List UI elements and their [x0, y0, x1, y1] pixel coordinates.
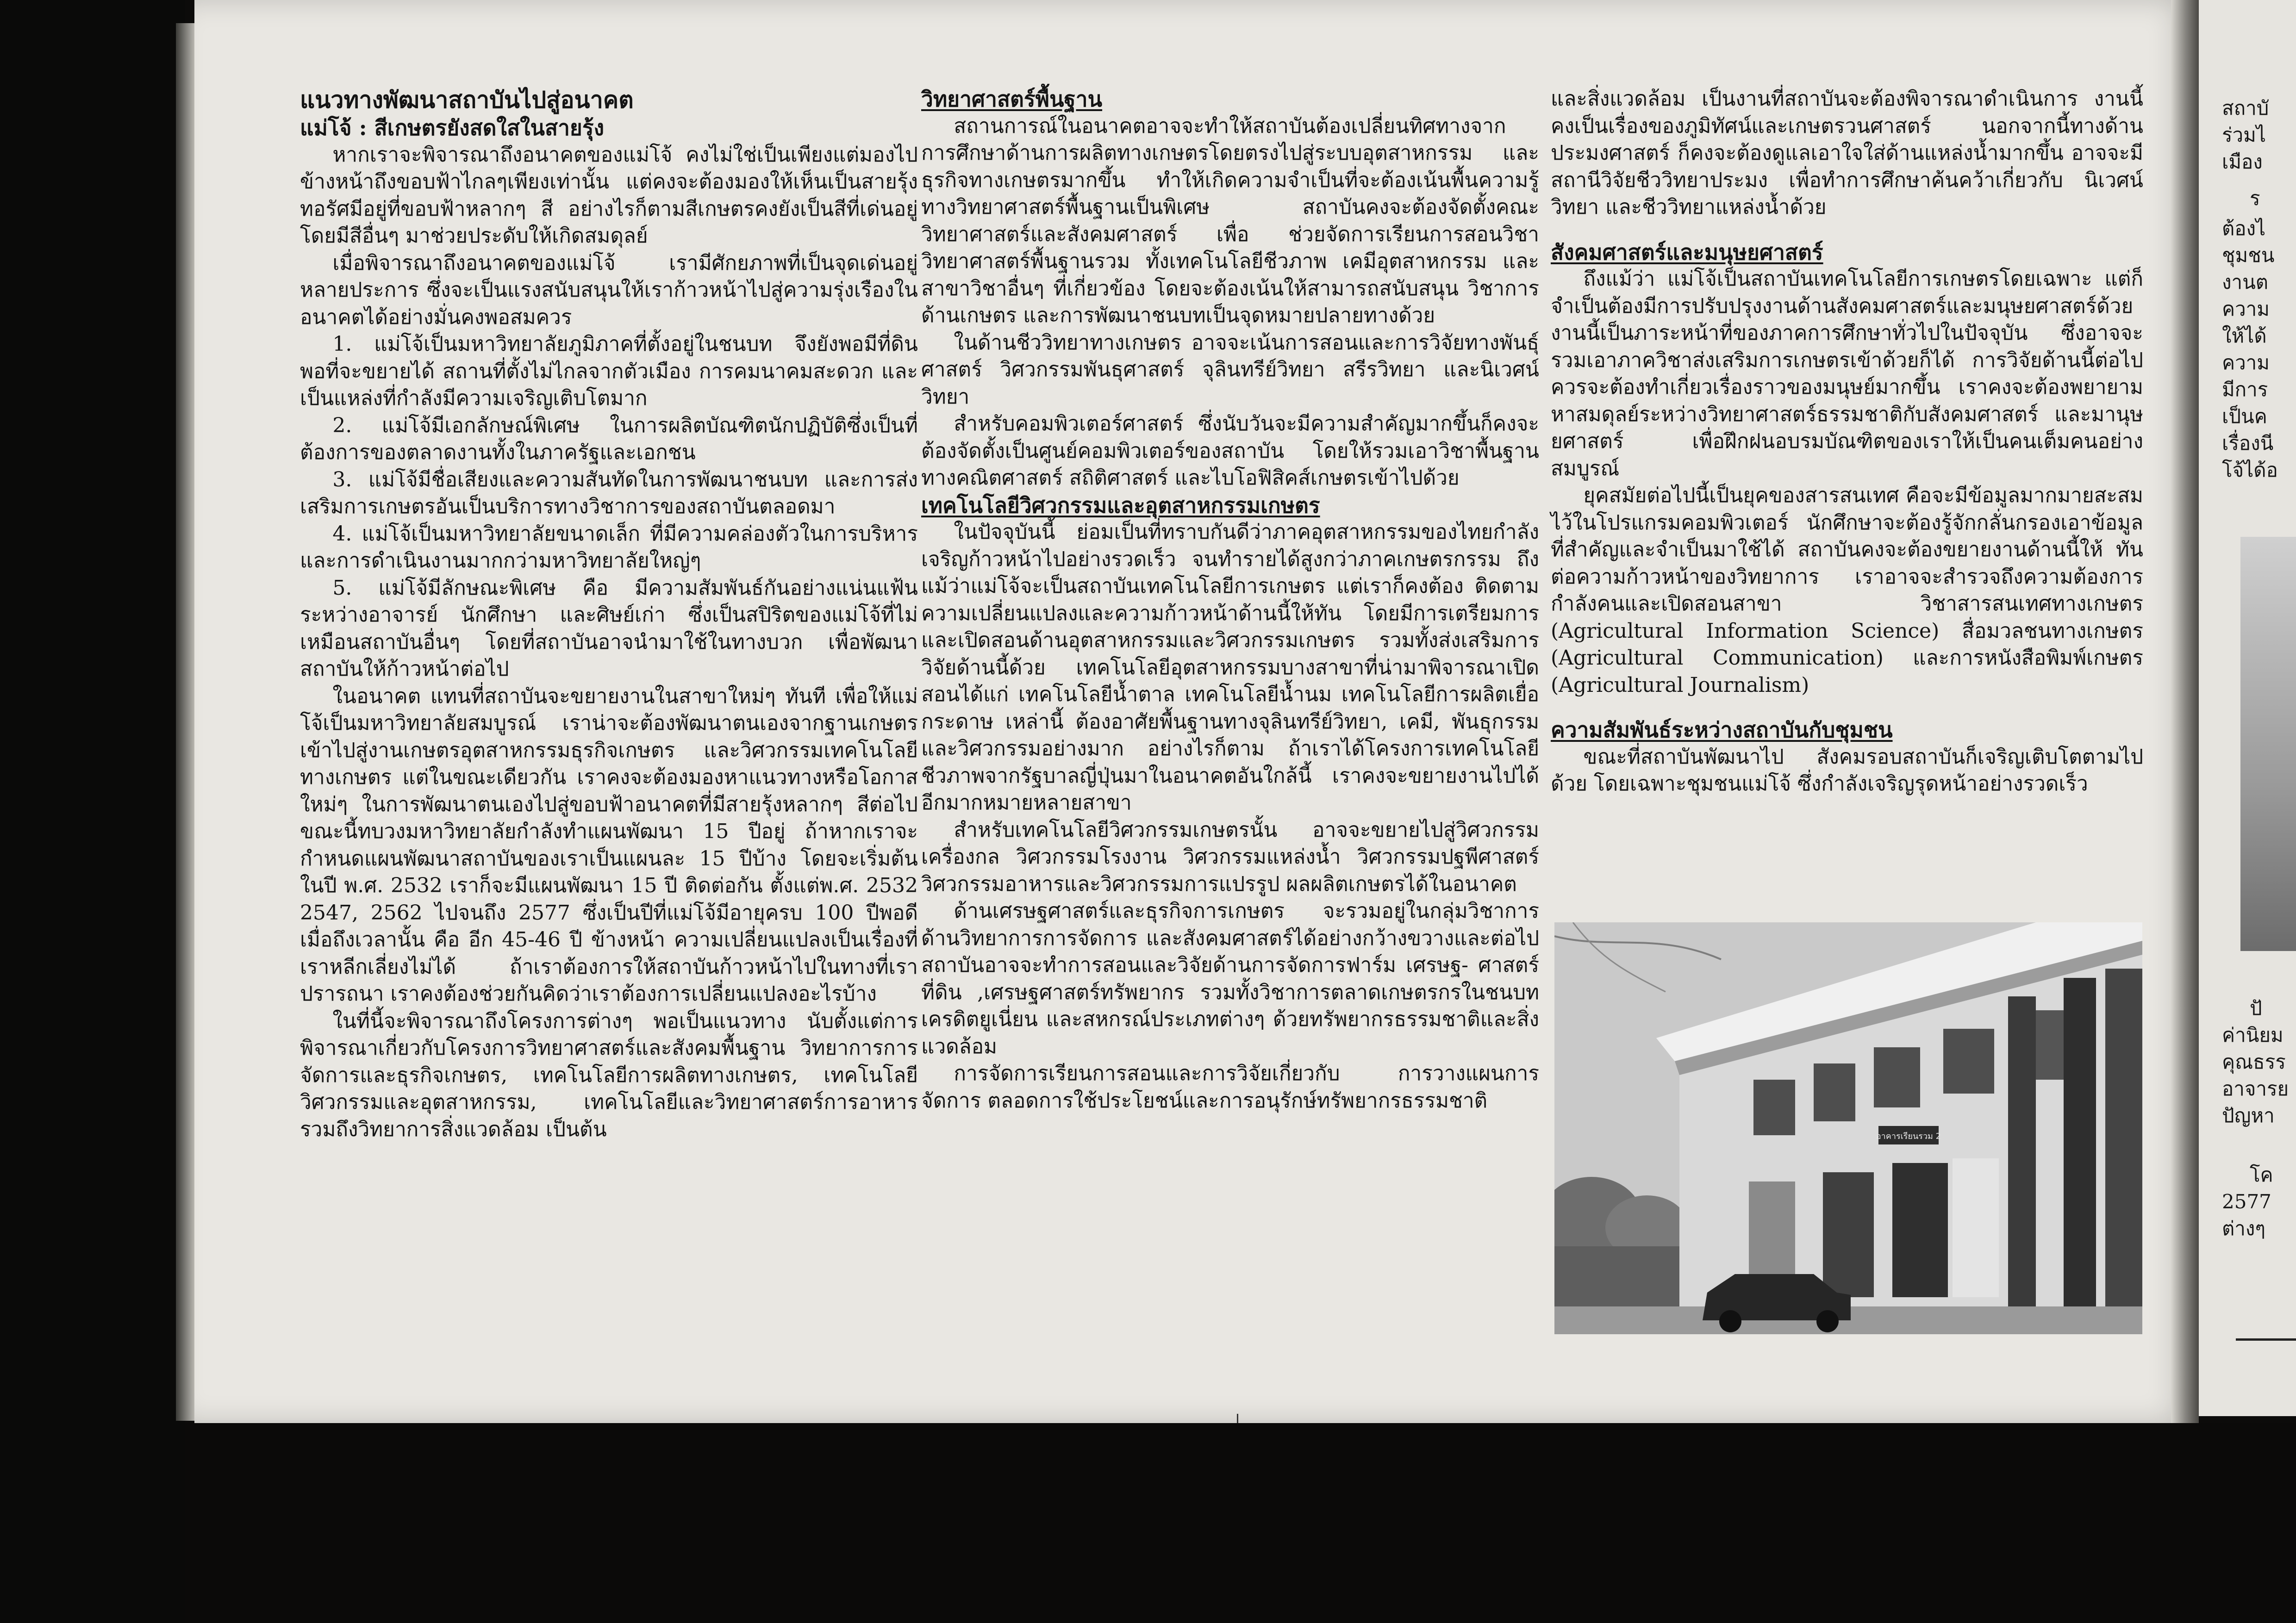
section-heading: ความสัมพันธ์ระหว่างสถาบันกับชุมชน — [1551, 717, 1893, 742]
list-item: 4. แม่โจ้เป็นมหาวิทยาลัยขนาดเล็ก ที่มีความคล่องตัวในการบริหารและการดำเนินงานมากกว่ามหาวิทยาลัยใหญ่ๆ — [300, 522, 918, 572]
scan-background-left — [0, 0, 185, 1623]
list-item: 2. แม่โจ้มีเอกลักษณ์พิเศษ ในการผลิตบัณฑิตนักปฏิบัติซึ่งเป็นที่ต้องการของตลาดงานทั้งในภาครัฐและเอกชน — [300, 413, 918, 464]
building-photo — [1554, 922, 2142, 1334]
fragment-text: ชุมชน — [2222, 244, 2275, 267]
column-1 — [300, 86, 918, 1143]
list-item: 5. แม่โจ้มีลักษณะพิเศษ คือ มีความสัมพันธ์กันอย่างแน่นแฟ้นระหว่างอาจารย์ นักศึกษา และศิษย์เก่า ซึ่งเป็นสปิริตของแม่โจ้ที่ไม่เหมือนสถาบันอื่นๆ โดยที่สถาบันอาจนำมาใช้ในทางบวก เพื่อพัฒนา สถาบันให้ก้าวหน้าต่อไป — [300, 576, 918, 681]
paragraph: เมื่อพิจารณาถึงอนาคตของแม่โจ้ เรามีศักยภาพที่เป็นจุดเด่นอยู่หลายประการ ซึ่งจะเป็นแรงสนับสนุนให้เราก้าวหน้าไปสู่ความรุ่งเรืองในอนาคตได้อย่างมั่นคงพอสมควร — [300, 251, 918, 329]
fragment-text: โจ้ได้อ — [2222, 459, 2278, 481]
fragment-text: ร — [2250, 187, 2260, 210]
fragment-text: ร่วมไ — [2222, 124, 2266, 146]
column-3 — [1551, 86, 2143, 798]
fragment-text: ค่านิยม — [2222, 1024, 2284, 1046]
paragraph: ยุคสมัยต่อไปนี้เป็นยุคของสารสนเทศ คือจะมีข้อมูลมากมายสะสมไว้ในโปรแกรมคอมพิวเตอร์ นักศึกษาจะต้องรู้จักกลั่นกรองเอาข้อมูลที่สำคัญและจำเป็นมาใช้ได้ สถาบันคงจะต้องขยายงานด้านนี้ให้ ทันต่อความก้าวหน้าของวิทยาการ เราอาจจะสำรวจถึงความต้องการกำลังคนและเปิดสอนสาขา วิชาสารสนเทศทางเกษตร (Agricultural Information Science) สื่อมวลชนทางเกษตร (Agricultural Communication) และการหนังสือพิมพ์เกษตร (Agricultural Journalism) — [1551, 484, 2143, 697]
paragraph: ในอนาคต แทนที่สถาบันจะขยายงานในสาขาใหม่ๆ ทันที เพื่อให้แม่โจ้เป็นมหาวิทยาลัยสมบูรณ์ เราน่าจะต้องพัฒนาตนเองจากฐานเกษตรเข้าไปสู่งานเกษตรอุตสาหกรรมธุรกิจเกษตร และวิศวกรรมเทคโนโลยีทางเกษตร แต่ในขณะเดียวกัน เราคงจะต้องมองหาแนวทางหรือโอกาสใหม่ๆ ในการพัฒนาตนเองไปสู่ขอบฟ้าอนาคตที่มีสายรุ้งหลากๆ สีต่อไป ขณะนี้ทบวงมหาวิทยาลัยกำลังทำแผนพัฒนา 15 ปีอยู่ ถ้าหากเราจะกำหนดแผนพัฒนาสถาบันของเราเป็นแผนละ 15 ปีบ้าง โดยจะเริ่มต้นในปี พ.ศ. 2532 เราก็จะมีแผนพัฒนา 15 ปี ติดต่อกัน ตั้งแต่พ.ศ. 2532 2547, 2562 ไปจนถึง 2577 ซึ่งเป็นปีที่แม่โจ้มีอายุครบ 100 ปีพอดี เมื่อถึงเวลานั้น คือ อีก 45-46 ปี ข้างหน้า ความเปลี่ยนแปลงเป็นเรื่องที่เราหลีกเลี่ยงไม่ได้ ถ้าเราต้องการให้สถาบันก้าวหน้าไปในทางที่เราปรารถนา เราคงต้องช่วยกันคิดว่าเราต้องการเปลี่ยนแปลงอะไรบ้าง — [300, 684, 918, 1006]
fragment-text: เมือง — [2222, 150, 2263, 173]
paragraph: สำหรับเทคโนโลยีวิศวกรรมเกษตรนั้น อาจจะขยายไปสู่วิศวกรรมเครื่องกล วิศวกรรมโรงงาน วิศวกรรมแหล่งน้ำ วิศวกรรมปฐพีศาสตร์ วิศวกรรมอาหารและวิศวกรรมการแปรรูป ผลผลิตเกษตรได้ในอนาคต — [921, 818, 1539, 896]
paragraph: ด้านเศรษฐศาสตร์และธุรกิจการเกษตร จะรวมอยู่ในกลุ่มวิชาการด้านวิทยาการการจัดการ และสังคมศาสตร์ได้อย่างกว้างขวางและต่อไปสถาบันอาจจะทำการสอนและวิจัยด้านการจัดการฟาร์ม เศรษฐ- ศาสตร์ที่ดิน ,เศรษฐศาสตร์ทรัพยากร รวมทั้งวิชาการตลาดเกษตรกรในชนบท เครดิตยูเนี่ยน และสหกรณ์ประเภทต่างๆ ด้วยทรัพยากรธรรมชาติและสิ่งแวดล้อม — [921, 899, 1539, 1058]
fragment-text: ปั — [2250, 997, 2262, 1020]
section-heading: วิทยาศาสตร์พื้นฐาน — [921, 87, 1103, 112]
scan-background-bottom — [185, 1423, 2296, 1623]
fragment-text: เรื่องนี — [2222, 432, 2274, 454]
paragraph: ขณะที่สถาบันพัฒนาไป สังคมรอบสถาบันก็เจริญเติบโตตามไปด้วย โดยเฉพาะชุมชนแม่โจ้ ซึ่งกำลังเจริญรุดหน้าอย่างรวดเร็ว — [1551, 745, 2143, 796]
list-item: 1. แม่โจ้เป็นมหาวิทยาลัยภูมิภาคที่ตั้งอยู่ในชนบท จึงยังพอมีที่ดินพอที่จะขยายได้ สถานที่ตั้งไม่ไกลจากตัวเมือง การคมนาคมสะดวก และเป็นแหล่งที่กำลังมีความเจริญเติบโตมาก — [300, 332, 918, 410]
fragment-text: ต้องไ — [2222, 217, 2266, 240]
next-page-fragment — [2199, 0, 2296, 1416]
paragraph: ถึงแม้ว่า แม่โจ้เป็นสถาบันเทคโนโลยีการเกษตรโดยเฉพาะ แต่ก็จำเป็นต้องมีการปรับปรุงงานด้านสังคมศาสตร์และมนุษยศาสตร์ด้วย งานนี้เป็นภาระหน้าที่ของภาคการศึกษาทั่วไปในปัจจุบัน ซึ่งอาจจะรวมเอาภาควิชาส่งเสริมการเกษตรเข้าด้วยก็ได้ การวิจัยด้านนี้ต่อไปควรจะต้องทำเกี่ยวเรื่องราวของมนุษย์มากขึ้น เราคงจะต้องพยายามหาสมดุลย์ระหว่างวิทยาศาสตร์ธรรมชาติกับสังคมศาสตร์ และมานุษยศาสตร์ เพื่อฝึกฝนอบรมบัณฑิตของเราให้เป็นคนเต็มคนอย่างสมบูรณ์ — [1551, 267, 2143, 480]
fragment-text: มีการ — [2222, 378, 2268, 401]
fragment-text: ให้ได้ — [2222, 324, 2267, 347]
fragment-text: คุณธรร — [2222, 1051, 2286, 1073]
section-heading: เทคโนโลยีวิศวกรรมและอุตสาหกรรมเกษตร — [921, 492, 1320, 518]
paragraph: สถานการณ์ในอนาคตอาจจะทำให้สถาบันต้องเปลี่ยนทิศทางจากการศึกษาด้านการผลิตทางเกษตรโดยตรงไปสู่ระบบอุตสาหกรรม และธุรกิจทางเกษตรมากขึ้น ทำให้เกิดความจำเป็นที่จะต้องเน้นพื้นความรู้ทางวิทยาศาสตร์พื้นฐานเป็นพิเศษ สถาบันคงจะต้องจัดตั้งคณะวิทยาศาสตร์และสังคมศาสตร์ เพื่อ ช่วยจัดการเรียนการสอนวิชาวิทยาศาสตร์พื้นฐานรวม ทั้งเทคโนโลยีชีวภาพ เคมีอุตสาหกรรม และสาขาวิชาอื่นๆ ที่เกี่ยวข้อง โดยจะต้องเน้นให้สามารถสนับสนุน วิชาการด้านเกษตร และการพัฒนาชนบทเป็นจุดหมายปลายทางด้วย — [921, 114, 1539, 327]
fragment-text: สถาบั — [2222, 97, 2269, 119]
fragment-text: เป็นค — [2222, 405, 2267, 428]
page-stack-edge — [176, 23, 194, 1421]
paragraph: ในด้านชีววิทยาทางเกษตร อาจจะเน้นการสอนและการวิจัยทางพันธุ์ศาสตร์ วิศวกรรมพันธุศาสตร์ จุลินทรีย์วิทยา สรีรวิทยา และนิเวศน์วิทยา — [921, 330, 1539, 409]
section-heading: สังคมศาสตร์และมนุษยศาสตร์ — [1551, 239, 1823, 265]
fragment-text: ความ — [2222, 351, 2270, 374]
fragment-text: ต่างๆ — [2222, 1217, 2265, 1240]
next-page-photo — [2240, 537, 2296, 951]
paragraph: สำหรับคอมพิวเตอร์ศาสตร์ ซึ่งนับวันจะมีความสำคัญมากขึ้นก็คงจะต้องจัดตั้งเป็นศูนย์คอมพิวเตอร์ของสถาบัน โดยให้รวมเอาวิชาพื้นฐานทางคณิตศาสตร์ สถิติศาสตร์ และไบโอฟิสิคส์เกษตรเข้าไปด้วย — [921, 412, 1539, 490]
paragraph: และสิ่งแวดล้อม เป็นงานที่สถาบันจะต้องพิจารณาดำเนินการ งานนี้คงเป็นเรื่องของภูมิทัศน์และเกษตรวนศาสตร์ นอกจากนี้ทางด้านประมงศาสตร์ ก็คงจะต้องดูแลเอาใจใส่ด้านแหล่งน้ำมากขึ้น อาจจะมีสถานีวิจัยชีววิทยาประมง เพื่อทำการศึกษาค้นคว้าเกี่ยวกับ นิเวศน์วิทยา และชีววิทยาแหล่งน้ำด้วย — [1551, 87, 2143, 219]
article-subheading: แม่โจ้ : สีเกษตรยังสดใสในสายรุ้ง — [300, 115, 605, 140]
book-gutter — [2171, 0, 2199, 1423]
next-page-rule — [2236, 1338, 2296, 1341]
building-illustration — [1554, 922, 2142, 1334]
fragment-text: 2577 — [2222, 1190, 2271, 1213]
paragraph: ในปัจจุบันนี้ ย่อมเป็นที่ทราบกันดีว่าภาคอุตสาหกรรมของไทยกำลังเจริญก้าวหน้าไปอย่างรวดเร็ว จนทำรายได้สูงกว่าภาคเกษตรกรรม ถึงแม้ว่าแม่โจ้จะเป็นสถาบันเทคโนโลยีการเกษตร แต่เราก็คงต้อง ติดตามความเปลี่ยนแปลงและความก้าวหน้าด้านนี้ให้ทัน โดยมีการเตรียมการและเปิดสอนด้านอุตสาหกรรมและวิศวกรรมเกษตร รวมทั้งส่งเสริมการวิจัยด้านนี้ด้วย เทคโนโลยีอุตสาหกรรมบางสาขาที่น่ามาพิจารณาเปิดสอนได้แก่ เทคโนโลยีน้ำตาล เทคโนโลยีน้ำนม เทคโนโลยีการผลิตเยื่อกระดาษ เหล่านี้ ต้องอาศัยพื้นฐานทางจุลินทรีย์วิทยา, เคมี, พันธุกรรม และวิศวกรรมอย่างมาก อย่างไรก็ตาม ถ้าเราได้โครงการเทคโนโลยีชีวภาพจากรัฐบาลญี่ปุ่นมาในอนาคตอันใกล้นี้ เราคงจะขยายงานไปได้อีกมากหมายหลายสาขา — [921, 520, 1539, 815]
paragraph: การจัดการเรียนการสอนและการวิจัยเกี่ยวกับ การวางแผนการจัดการ ตลอดการใช้ประโยชน์และการอนุรักษ์ทรัพยากรธรรมชาติ — [921, 1062, 1539, 1113]
building-sign: อาคารเรียนรวม 2 — [1876, 1132, 1941, 1141]
fragment-text: อาจารย — [2222, 1077, 2289, 1100]
fragment-text: ปัญหา — [2222, 1104, 2275, 1127]
paragraph: หากเราจะพิจารณาถึงอนาคตของแม่โจ้ คงไม่ใช่เป็นเพียงแต่มองไปข้างหน้าถึงขอบฟ้าไกลๆเพียงเท่านั้น แต่คงจะต้องมองให้เห็นเป็นสายรุ้งทอรัศมีอยู่ที่ขอบฟ้าหลากๆ สี อย่างไรก็ตามสีเกษตรคงยังเป็นสีที่เด่นอยู่ โดยมีสีอื่นๆ มาช่วยประดับให้เกิดสมดุลย์ — [300, 143, 918, 248]
fragment-text: ความ — [2222, 298, 2270, 320]
article-heading: แนวทางพัฒนาสถาบันไปสู่อนาคต — [300, 86, 634, 113]
fragment-text: โค — [2250, 1163, 2273, 1186]
column-2 — [921, 86, 1539, 1114]
list-item: 3. แม่โจ้มีชื่อเสียงและความสันทัดในการพัฒนาชนบท และการส่งเสริมการเกษตรอันเป็นบริการทางวิชาการของสถาบันตลอดมา — [300, 467, 918, 518]
paragraph: ในที่นี้จะพิจารณาถึงโครงการต่างๆ พอเป็นแนวทาง นับตั้งแต่การพิจารณาเกี่ยวกับโครงการวิทยาศาสตร์และสังคมพื้นฐาน วิทยาการการจัดการและธุรกิจเกษตร, เทคโนโลยีการผลิตทางเกษตร, เทคโนโลยีวิศวกรรมและอุตสาหกรรม, เทคโนโลยีและวิทยาศาสตร์การอาหาร รวมถึงวิทยาการสิ่งแวดล้อม เป็นต้น — [300, 1009, 918, 1141]
fragment-text: งานต — [2222, 271, 2269, 293]
